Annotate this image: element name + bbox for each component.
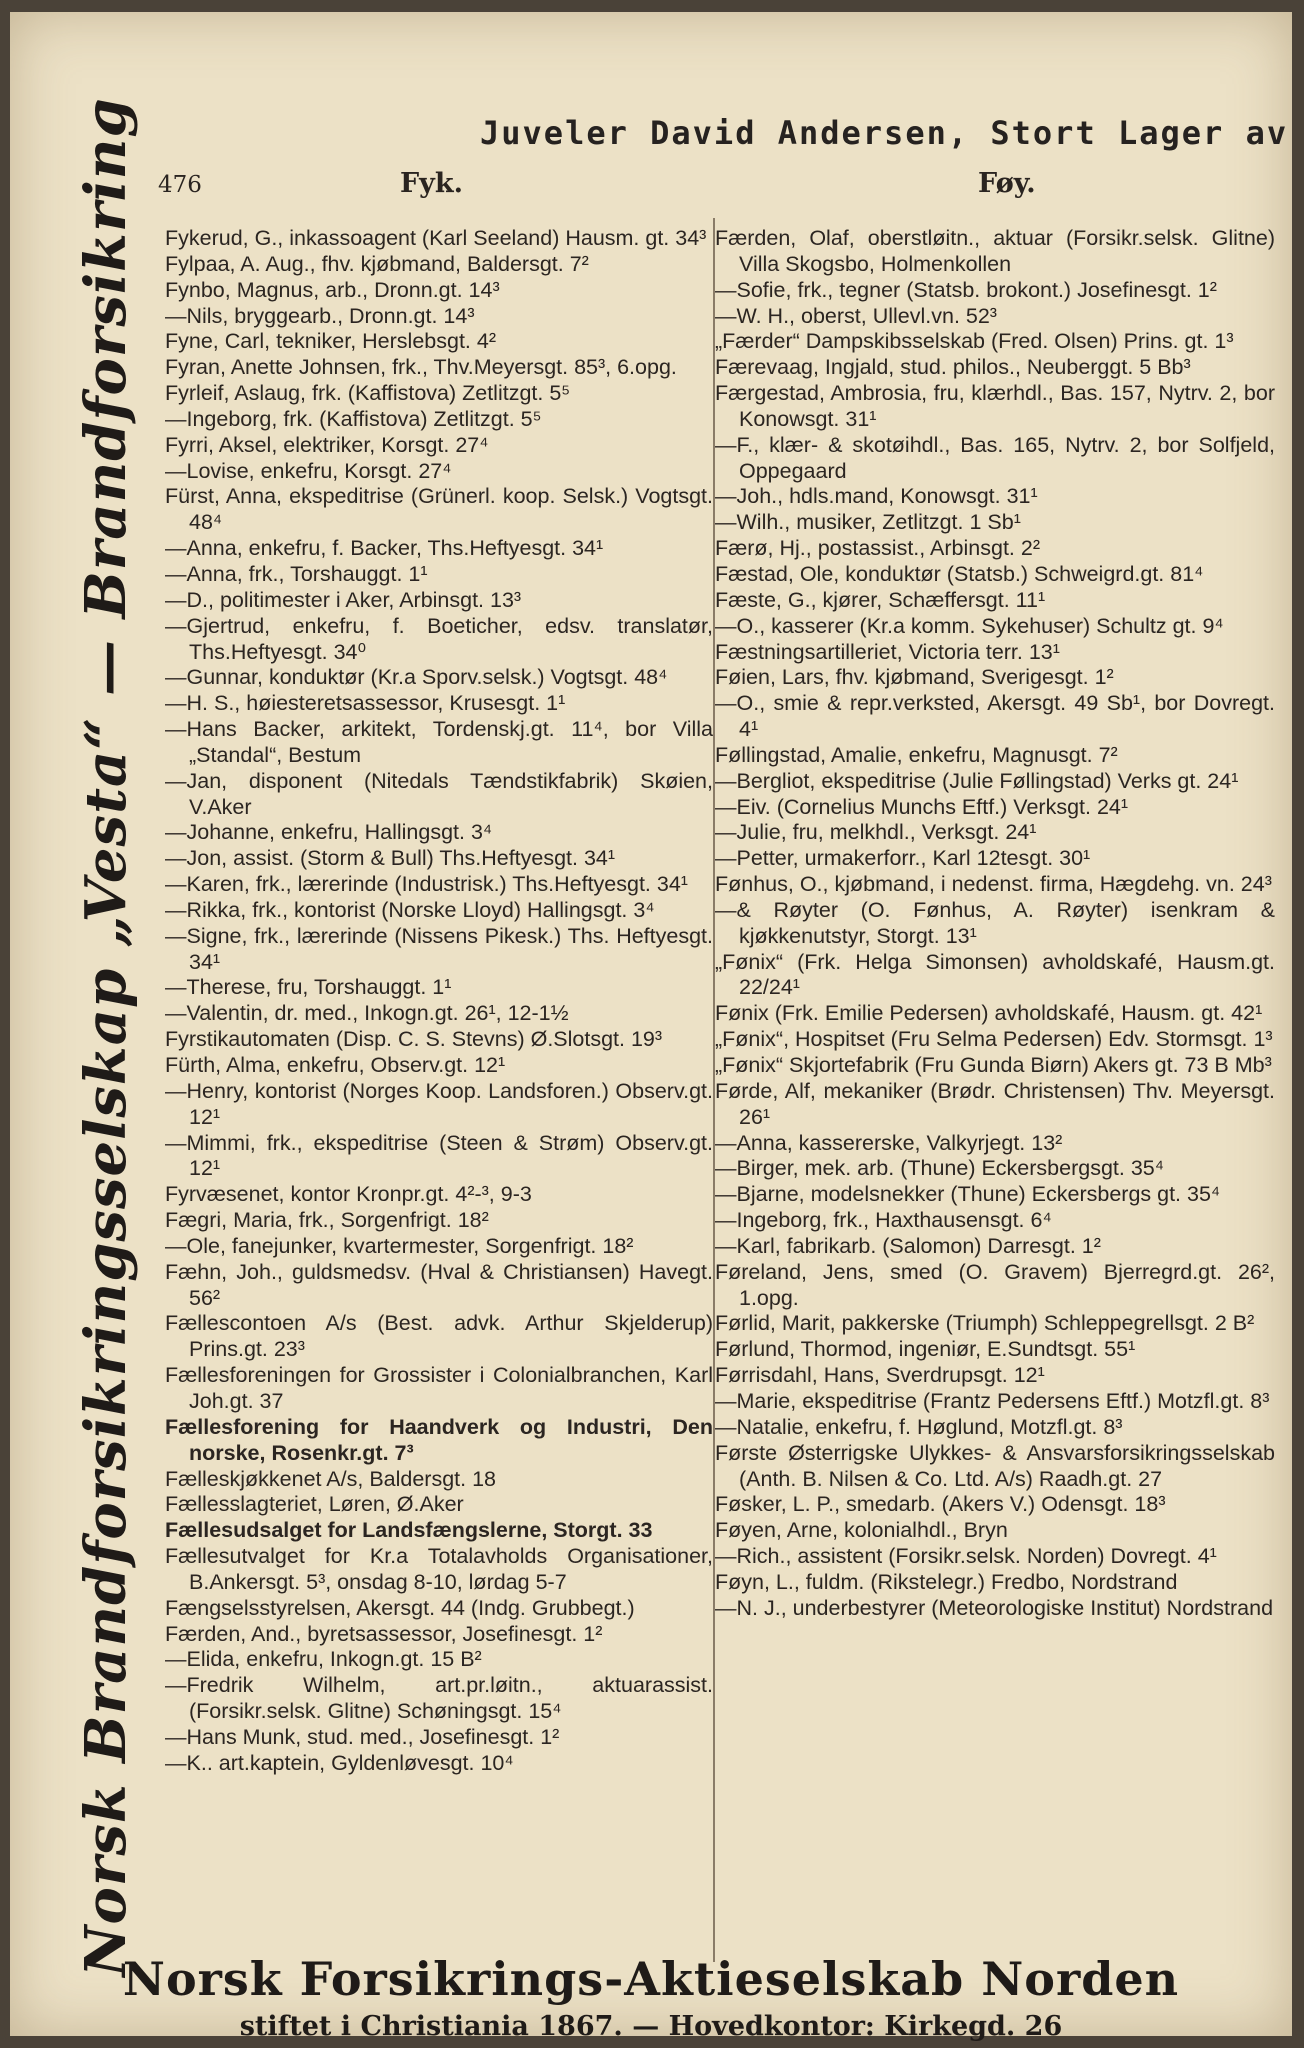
directory-entry: Føyn, L., fuldm. (Rikstelegr.) Fredbo, Nordstrand [715, 1569, 1178, 1594]
directory-entry: Fyrvæsenet, kontor Kronpr.gt. 4²-³, 9-3 [165, 1182, 532, 1207]
directory-entry: Føyen, Arne, kolonialhdl., Bryn [715, 1518, 1008, 1543]
directory-entry: „Fønix“ Skjortefabrik (Fru Gunda Biørn) Akers gt. 73 B Mb³ [715, 1053, 1272, 1077]
side-advertisement: Norsk Brandforsikringsselskap „Vesta“ — Brandforsikring [73, 97, 139, 1977]
directory-entry: —Ingeborg, frk., Haxthausensgt. 6⁴ [715, 1208, 1052, 1233]
directory-entry: Færgestad, Ambrosia, fru, klærhdl., Bas. 157, Nytrv. 2, bor Konowsgt. 31¹ [715, 381, 1275, 431]
directory-entry: —D., politimester i Aker, Arbinsgt. 13³ [165, 587, 522, 612]
directory-entry: Fællesforeningen for Grossister i Colonialbranchen, Karl Joh.gt. 37 [165, 1363, 713, 1413]
directory-entry: Fønix (Frk. Emilie Pedersen) avholdskafé, Hausm. gt. 42¹ [715, 1001, 1263, 1026]
directory-entry: Fællesudsalget for Landsfængslerne, Storgt. 33 [165, 1518, 653, 1543]
directory-entry: Førde, Alf, mekaniker (Brødr. Christensen) Thv. Meyersgt. 26¹ [715, 1078, 1275, 1129]
directory-entry: „Færder“ Dampskibsselskab (Fred. Olsen) Prins. gt. 1³ [715, 329, 1234, 354]
directory-entry: —F., klær- & skotøihdl., Bas. 165, Nytrv. 2, bor Solfjeld, Oppegaard [715, 432, 1275, 483]
directory-entry: Fønhus, O., kjøbmand, i nedenst. firma, Hægdehg. vn. 24³ [715, 872, 1272, 897]
directory-entry: Fæhn, Joh., guldsmedsv. (Hval & Christiansen) Havegt. 56² [165, 1259, 713, 1310]
directory-entry: —Henry, kontorist (Norges Koop. Landsforen.) Observ.gt. 12¹ [165, 1078, 713, 1129]
directory-page [10, 12, 1292, 2042]
directory-entry: —Karl, fabrikarb. (Salomon) Darresgt. 1² [715, 1233, 1101, 1258]
directory-entry: —Natalie, enkefru, f. Høglund, Motzfl.gt. 8³ [715, 1414, 1123, 1439]
directory-entry: Fægri, Maria, frk., Sorgenfrigt. 18² [165, 1208, 489, 1233]
directory-entry: —Jon, assist. (Storm & Bull) Ths.Heftyesgt. 34¹ [165, 846, 616, 871]
directory-entry: Fylpaa, A. Aug., fhv. kjøbmand, Baldersgt. 7² [165, 251, 589, 276]
directory-entry: Færø, Hj., postassist., Arbinsgt. 2² [715, 536, 1040, 561]
directory-entry: Fællesforening for Haandverk og Industri, Den norske, Rosenkr.gt. 7³ [165, 1414, 713, 1465]
directory-entry: Fællesslagteriet, Løren, Ø.Aker [165, 1492, 464, 1517]
directory-entry: —Anna, frk., Torshauggt. 1¹ [165, 561, 428, 586]
directory-entry: —Fredrik Wilhelm, art.pr.løitn., aktuarassist. (Forsikr.selsk. Glitne) Schøningsgt. 15⁴ [165, 1673, 713, 1724]
directory-entry: —Bergliot, ekspeditrise (Julie Føllingstad) Verks gt. 24¹ [715, 768, 1239, 793]
directory-entry: Fynbo, Magnus, arb., Dronn.gt. 14³ [165, 277, 500, 302]
directory-entry: —Lovise, enkefru, Korsgt. 27⁴ [165, 458, 452, 483]
directory-entry: Fürst, Anna, ekspeditrise (Grünerl. koop. Selsk.) Vogtsgt. 48⁴ [165, 484, 713, 535]
directory-entry: —Birger, mek. arb. (Thune) Eckersbergsgt. 35⁴ [715, 1156, 1164, 1181]
directory-entry: —Johanne, enkefru, Hallingsgt. 3⁴ [165, 820, 493, 845]
directory-entry: Færevaag, Ingjald, stud. philos., Neuberggt. 5 Bb³ [715, 355, 1191, 380]
header-left: Fyk. [400, 168, 463, 199]
directory-entry: —N. J., underbestyrer (Meteorologiske Institut) Nordstrand [715, 1595, 1274, 1620]
directory-entry: —Elida, enkefru, Inkogn.gt. 15 B² [165, 1647, 482, 1672]
directory-entry: Fyne, Carl, tekniker, Herslebsgt. 4² [165, 329, 496, 354]
directory-entry: Førlid, Marit, pakkerske (Triumph) Schleppegrellsgt. 2 B² [715, 1311, 1255, 1336]
bottom-advertisement-subtitle: stiftet i Christiania 1867. — Hovedkontor: Kirkegd. 26 [239, 2011, 1063, 2042]
directory-entry: Fürth, Alma, enkefru, Observ.gt. 12¹ [165, 1053, 506, 1077]
directory-entry: —Anna, kassererske, Valkyrjegt. 13² [715, 1130, 1063, 1155]
directory-entry: —Eiv. (Cornelius Munchs Eftf.) Verksgt. 24¹ [715, 794, 1129, 819]
directory-entry: —Karen, frk., lærerinde (Industrisk.) Ths.Heftyesgt. 34¹ [165, 872, 688, 897]
directory-entry: Fykerud, G., inkassoagent (Karl Seeland) Hausm. gt. 34³ [165, 226, 707, 250]
directory-entry: Føsker, L. P., smedarb. (Akers V.) Odensgt. 18³ [715, 1492, 1166, 1517]
directory-entry: —O., kasserer (Kr.a komm. Sykehuser) Schultz gt. 9⁴ [715, 613, 1224, 638]
directory-entry: —Ole, fanejunker, kvartermester, Sorgenfrigt. 18² [165, 1233, 634, 1258]
directory-entry: —Hans Munk, stud. med., Josefinesgt. 1² [165, 1724, 560, 1749]
directory-entry: —W. H., oberst, Ullevl.vn. 52³ [715, 303, 997, 328]
directory-entry: „Fønix“ (Frk. Helga Simonsen) avholdskafé, Hausm.gt. 22/24¹ [715, 949, 1275, 1000]
bottom-advertisement-title: Norsk Forsikrings-Aktieselskab Norden [122, 1952, 1180, 2006]
directory-entry: —Valentin, dr. med., Inkogn.gt. 26¹, 12-1½ [165, 1001, 569, 1026]
directory-entry: Fyrleif, Aslaug, frk. (Kaffistova) Zetlitzgt. 5⁵ [165, 381, 571, 406]
directory-entry: —Ingeborg, frk. (Kaffistova) Zetlitzgt. 5⁵ [165, 406, 542, 431]
directory-entry: —& Røyter (O. Fønhus, A. Røyter) isenkram & kjøkkenutstyr, Storgt. 13¹ [715, 897, 1275, 948]
directory-entry: —Petter, urmakerforr., Karl 12tesgt. 30¹ [715, 846, 1091, 871]
directory-entry: —O., smie & repr.verksted, Akersgt. 49 Sb¹, bor Dovregt. 4¹ [715, 691, 1275, 742]
header-right: Føy. [978, 168, 1036, 199]
directory-entry: Første Østerrigske Ulykkes- & Ansvarsforsikringsselskab (Anth. B. Nilsen & Co. Ltd. A/s) Raadh.gt. 27 [715, 1440, 1275, 1491]
directory-entry: Fyran, Anette Johnsen, frk., Thv.Meyersgt. 85³, 6.opg. [165, 355, 677, 380]
directory-entry: Fællescontoen A/s (Best. advk. Arthur Skjelderup) Prins.gt. 23³ [165, 1311, 713, 1362]
directory-entry: —Joh., hdls.mand, Konowsgt. 31¹ [715, 484, 1038, 509]
right-column [715, 226, 1275, 1622]
directory-entry: —Wilh., musiker, Zetlitzgt. 1 Sb¹ [715, 510, 1021, 535]
directory-entry: Fælleskjøkkenet A/s, Baldersgt. 18 [165, 1466, 497, 1491]
directory-entry: Færden, Olaf, oberstløitn., aktuar (Forsikr.selsk. Glitne) Villa Skogsbo, Holmenkollen [715, 226, 1275, 276]
directory-entry: —Sofie, frk., tegner (Statsb. brokont.) Josefinesgt. 1² [715, 277, 1217, 302]
directory-entry: —H. S., høiesteretsassessor, Krusesgt. 1¹ [165, 691, 566, 716]
directory-entry: —Signe, frk., lærerinde (Nissens Pikesk.) Ths. Heftyesgt. 34¹ [165, 923, 713, 974]
directory-entry: „Fønix“, Hospitset (Fru Selma Pedersen) Edv. Stormsgt. 1³ [715, 1027, 1273, 1052]
directory-entry: —Anna, enkefru, f. Backer, Ths.Heftyesgt. 34¹ [165, 536, 604, 561]
directory-entry: Fællesutvalget for Kr.a Totalavholds Organisationer, B.Ankersgt. 5³, onsdag 8-10, lørdag 5-7 [165, 1544, 713, 1594]
directory-entry: Færden, And., byretsassessor, Josefinesgt. 1² [165, 1621, 603, 1646]
directory-entry: —Rich., assistent (Forsikr.selsk. Norden) Dovregt. 4¹ [715, 1544, 1217, 1569]
directory-entry: Fyrri, Aksel, elektriker, Korsgt. 27⁴ [165, 432, 489, 457]
directory-entry: —Mimmi, frk., ekspeditrise (Steen & Strøm) Observ.gt. 12¹ [165, 1130, 713, 1181]
directory-entry: —Bjarne, modelsnekker (Thune) Eckersbergs gt. 35⁴ [715, 1182, 1221, 1207]
page-number: 476 [158, 172, 202, 198]
top-advertisement: Juveler David Andersen, Stort Lager av [480, 114, 1289, 152]
directory-entry: Førrisdahl, Hans, Sverdrupsgt. 12¹ [715, 1363, 1045, 1388]
directory-entry: Fæste, G., kjører, Schæffersgt. 11¹ [715, 587, 1046, 612]
directory-entry: —Marie, ekspeditrise (Frantz Pedersens Eftf.) Motzfl.gt. 8³ [715, 1388, 1270, 1413]
directory-entry: Fyrstikautomaten (Disp. C. S. Stevns) Ø.Slotsgt. 19³ [165, 1027, 663, 1052]
directory-entry: Føreland, Jens, smed (O. Gravem) Bjerregrd.gt. 26², 1.opg. [715, 1259, 1275, 1310]
directory-entry: —Rikka, frk., kontorist (Norske Lloyd) Hallingsgt. 3⁴ [165, 897, 655, 922]
directory-entry: —Nils, bryggearb., Dronn.gt. 14³ [165, 303, 475, 328]
directory-entry: Fæstningsartilleriet, Victoria terr. 13¹ [715, 639, 1060, 664]
directory-entry: Føllingstad, Amalie, enkefru, Magnusgt. 7² [715, 742, 1118, 767]
directory-entry: Fængselsstyrelsen, Akersgt. 44 (Indg. Grubbegt.) [165, 1595, 635, 1620]
directory-entry: Førlund, Thormod, ingeniør, E.Sundtsgt. 55¹ [715, 1337, 1136, 1362]
directory-entry: —Gunnar, konduktør (Kr.a Sporv.selsk.) Vogtsgt. 48⁴ [165, 665, 668, 690]
directory-entry: —Jan, disponent (Nitedals Tændstikfabrik) Skøien, V.Aker [165, 768, 713, 819]
directory-entry: —Gjertrud, enkefru, f. Boeticher, edsv. translatør, Ths.Heftyesgt. 34⁰ [165, 613, 713, 664]
directory-entry: —Therese, fru, Torshauggt. 1¹ [165, 975, 452, 1000]
directory-entry: —Julie, fru, melkhdl., Verksgt. 24¹ [715, 820, 1037, 845]
directory-entry: Fæstad, Ole, konduktør (Statsb.) Schweigrd.gt. 81⁴ [715, 561, 1204, 586]
directory-entry: Føien, Lars, fhv. kjøbmand, Sverigesgt. 1² [715, 665, 1114, 690]
directory-entry: —K.. art.kaptein, Gyldenløvesgt. 10⁴ [165, 1750, 514, 1775]
left-column [165, 226, 713, 1777]
directory-entry: —Hans Backer, arkitekt, Tordenskj.gt. 11⁴, bor Villa „Standal“, Bestum [165, 717, 713, 767]
